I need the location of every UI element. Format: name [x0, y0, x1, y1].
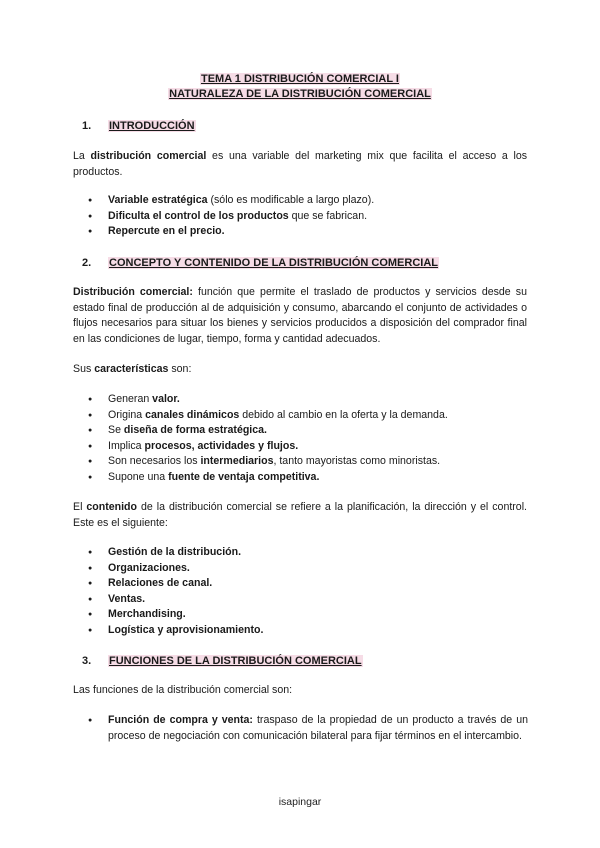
section-1-title: INTRODUCCIÓN — [109, 120, 195, 132]
document-title-line1 — [0, 72, 600, 87]
list-item — [88, 545, 528, 561]
char-intro-pre: Sus — [73, 363, 95, 375]
item-bold: intermediarios — [200, 455, 274, 467]
functions-list — [88, 713, 528, 744]
item-bold: Ventas. — [108, 592, 146, 605]
item-bold: Gestión de la distribución. — [108, 546, 242, 558]
list-item — [88, 439, 528, 455]
list-item — [88, 623, 528, 639]
section-3-number: 3. — [82, 655, 92, 667]
list-item — [88, 193, 528, 209]
intro-bold: distribución comercial — [90, 150, 207, 162]
content-list — [88, 545, 528, 638]
item-bold: procesos, actividades y flujos. — [144, 439, 299, 452]
list-item — [88, 607, 528, 623]
content-intro-bold: contenido — [86, 501, 138, 513]
bullet-bold: Repercute en el precio. — [108, 225, 225, 237]
content-intro-post: de la distribución comercial se refiere a la planificación, la dirección y el control. Este es el siguiente: — [73, 501, 527, 529]
list-item — [88, 470, 528, 486]
item-bold: Función de compra y venta: — [108, 714, 253, 726]
section-3-heading — [82, 654, 363, 668]
list-item — [88, 561, 528, 577]
functions-intro-text: Las funciones de la distribución comercial son: — [73, 684, 293, 696]
document-title-line2 — [0, 87, 600, 102]
section-1-heading — [82, 119, 196, 133]
list-item — [88, 209, 528, 225]
item-bold: Logística y aprovisionamiento. — [108, 623, 264, 636]
content-intro — [73, 500, 527, 531]
section-2-title: CONCEPTO Y CONTENIDO DE LA DISTRIBUCIÓN COMERCIAL — [109, 257, 439, 269]
section-3-title: FUNCIONES DE LA DISTRIBUCIÓN COMERCIAL — [109, 655, 362, 667]
item-bold: diseña de forma estratégica. — [123, 424, 267, 436]
bullet-text: que se fabrican. — [288, 209, 368, 222]
item-pre: Generan — [108, 393, 153, 405]
section-1-number: 1. — [82, 120, 92, 132]
char-intro-bold: características — [94, 363, 169, 375]
intro-pre: La — [73, 150, 91, 162]
list-item — [88, 392, 528, 408]
characteristics-intro — [73, 362, 527, 378]
list-item — [88, 576, 528, 592]
item-bold: canales dinámicos — [145, 408, 240, 421]
title-line1-text: TEMA 1 DISTRIBUCIÓN COMERCIAL I — [200, 73, 399, 85]
section-2-heading — [82, 256, 439, 270]
item-bold: Relaciones de canal. — [108, 577, 213, 589]
item-pre: Se — [108, 424, 124, 436]
char-intro-post: son: — [168, 363, 192, 375]
item-bold: valor. — [152, 393, 180, 405]
definition-text: función que permite el traslado de productos y servicios desde su estado final de producción al de adquisición y consumo, abarcando el conjunto de actividades o flujos necesarios para situar los bienes y servicios producidos a disposición del comprador final en las condiciones de lugar, tiempo, forma y cantidad adecuados. — [73, 286, 527, 345]
characteristics-list — [88, 392, 528, 485]
item-bold: fuente de ventaja competitiva. — [168, 470, 320, 483]
definition-term: Distribución comercial: — [73, 286, 193, 298]
list-item — [88, 713, 528, 744]
list-item — [88, 224, 528, 240]
list-item — [88, 423, 528, 439]
item-pre: Implica — [108, 439, 145, 452]
page-footer-author: isapingar — [278, 796, 322, 808]
item-pre: Son necesarios los — [108, 455, 201, 467]
title-line2-text: NATURALEZA DE LA DISTRIBUCIÓN COMERCIAL — [169, 88, 431, 100]
item-post: debido al cambio en la oferta y la demanda. — [239, 408, 448, 421]
item-bold: Organizaciones. — [108, 561, 190, 574]
list-item — [88, 592, 528, 608]
list-item — [88, 454, 528, 470]
bullet-bold: Variable estratégica — [108, 194, 208, 206]
list-item — [88, 408, 528, 424]
item-pre: Origina — [108, 408, 146, 421]
section-2-definition — [73, 285, 527, 347]
item-text: traspaso de la propiedad de un producto a través de un proceso de negociación con comunicación bilateral para fijar términos en el intercambio. — [108, 714, 528, 742]
section-2-number: 2. — [82, 257, 92, 269]
bullet-bold: Dificulta el control de los productos — [108, 209, 289, 222]
item-bold: Merchandising. — [108, 608, 186, 620]
bullet-text: (sólo es modificable a largo plazo). — [207, 194, 375, 206]
content-intro-pre: El — [73, 501, 87, 513]
section-1-intro — [73, 149, 527, 180]
item-pre: Supone una — [108, 470, 169, 483]
item-post: , tanto mayoristas como minoristas. — [273, 455, 441, 467]
section-1-bullet-list — [88, 193, 528, 240]
intro-post: es una variable del marketing mix que facilita el acceso a los productos. — [73, 150, 528, 178]
section-3-intro — [73, 683, 527, 699]
